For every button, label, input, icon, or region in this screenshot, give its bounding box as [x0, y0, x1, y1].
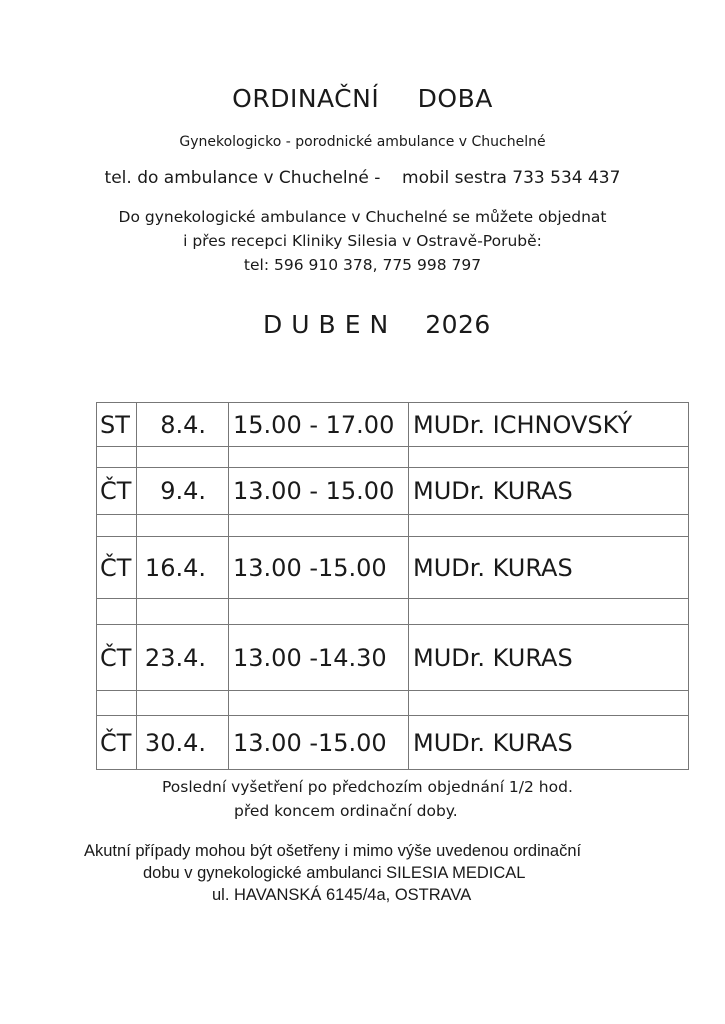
doctor-cell: MUDr. KURAS: [409, 716, 689, 770]
day-cell: ČT: [97, 716, 137, 770]
phone-line: tel. do ambulance v Chuchelné - mobil sestra 733 534 437: [104, 168, 621, 188]
time-cell: 13.00 -15.00: [229, 716, 409, 770]
spacer-row: [97, 691, 689, 716]
time-cell: 13.00 -15.00: [229, 537, 409, 599]
date-cell: 16.4.: [137, 537, 229, 599]
booking-info-line-2: i přes recepci Kliniky Silesia v Ostravě-Porubě:: [183, 232, 542, 250]
spacer-row: [97, 515, 689, 537]
spacer-row: [97, 447, 689, 468]
day-cell: ČT: [97, 537, 137, 599]
booking-info-line-1: Do gynekologické ambulance v Chuchelné se můžete objednat: [118, 208, 607, 226]
last-exam-note-cont: před koncem ordinační doby.: [234, 802, 458, 820]
date-cell: 9.4.: [137, 468, 229, 515]
doctor-cell: MUDr. KURAS: [409, 537, 689, 599]
time-cell: 15.00 - 17.00: [229, 403, 409, 447]
day-cell: ST: [97, 403, 137, 447]
spacer-row: [97, 599, 689, 625]
schedule-row: [97, 625, 689, 691]
doctor-cell: MUDr. ICHNOVSKÝ: [409, 403, 689, 447]
acute-cases-line-2: dobu v gynekologické ambulanci SILESIA MEDICAL: [143, 864, 526, 882]
schedule-row: [97, 537, 689, 599]
time-cell: 13.00 -14.30: [229, 625, 409, 691]
doctor-cell: MUDr. KURAS: [409, 625, 689, 691]
day-cell: ČT: [97, 468, 137, 515]
date-cell: 8.4.: [137, 403, 229, 447]
date-cell: 23.4.: [137, 625, 229, 691]
clinic-subtitle: Gynekologicko - porodnické ambulance v Chuchelné: [179, 134, 546, 150]
acute-cases-address: ul. HAVANSKÁ 6145/4a, OSTRAVA: [212, 886, 472, 904]
month-name: DUBEN: [263, 310, 398, 339]
schedule-table: [96, 402, 689, 770]
schedule-row: [97, 468, 689, 515]
time-cell: 13.00 - 15.00: [229, 468, 409, 515]
booking-phone-numbers: tel: 596 910 378, 775 998 797: [243, 256, 482, 274]
day-cell: ČT: [97, 625, 137, 691]
last-exam-note: Poslední vyšetření po předchozím objednání 1/2 hod.: [162, 778, 573, 796]
acute-cases-line-1: Akutní případy mohou být ošetřeny i mimo výše uvedenou ordinační: [84, 842, 582, 860]
month-year: 2026: [425, 310, 491, 339]
doctor-cell: MUDr. KURAS: [409, 468, 689, 515]
schedule-row: [97, 403, 689, 447]
month-heading: [263, 310, 491, 339]
page-title: ORDINAČNÍ DOBA: [232, 84, 493, 113]
schedule-row: [97, 716, 689, 770]
date-cell: 30.4.: [137, 716, 229, 770]
